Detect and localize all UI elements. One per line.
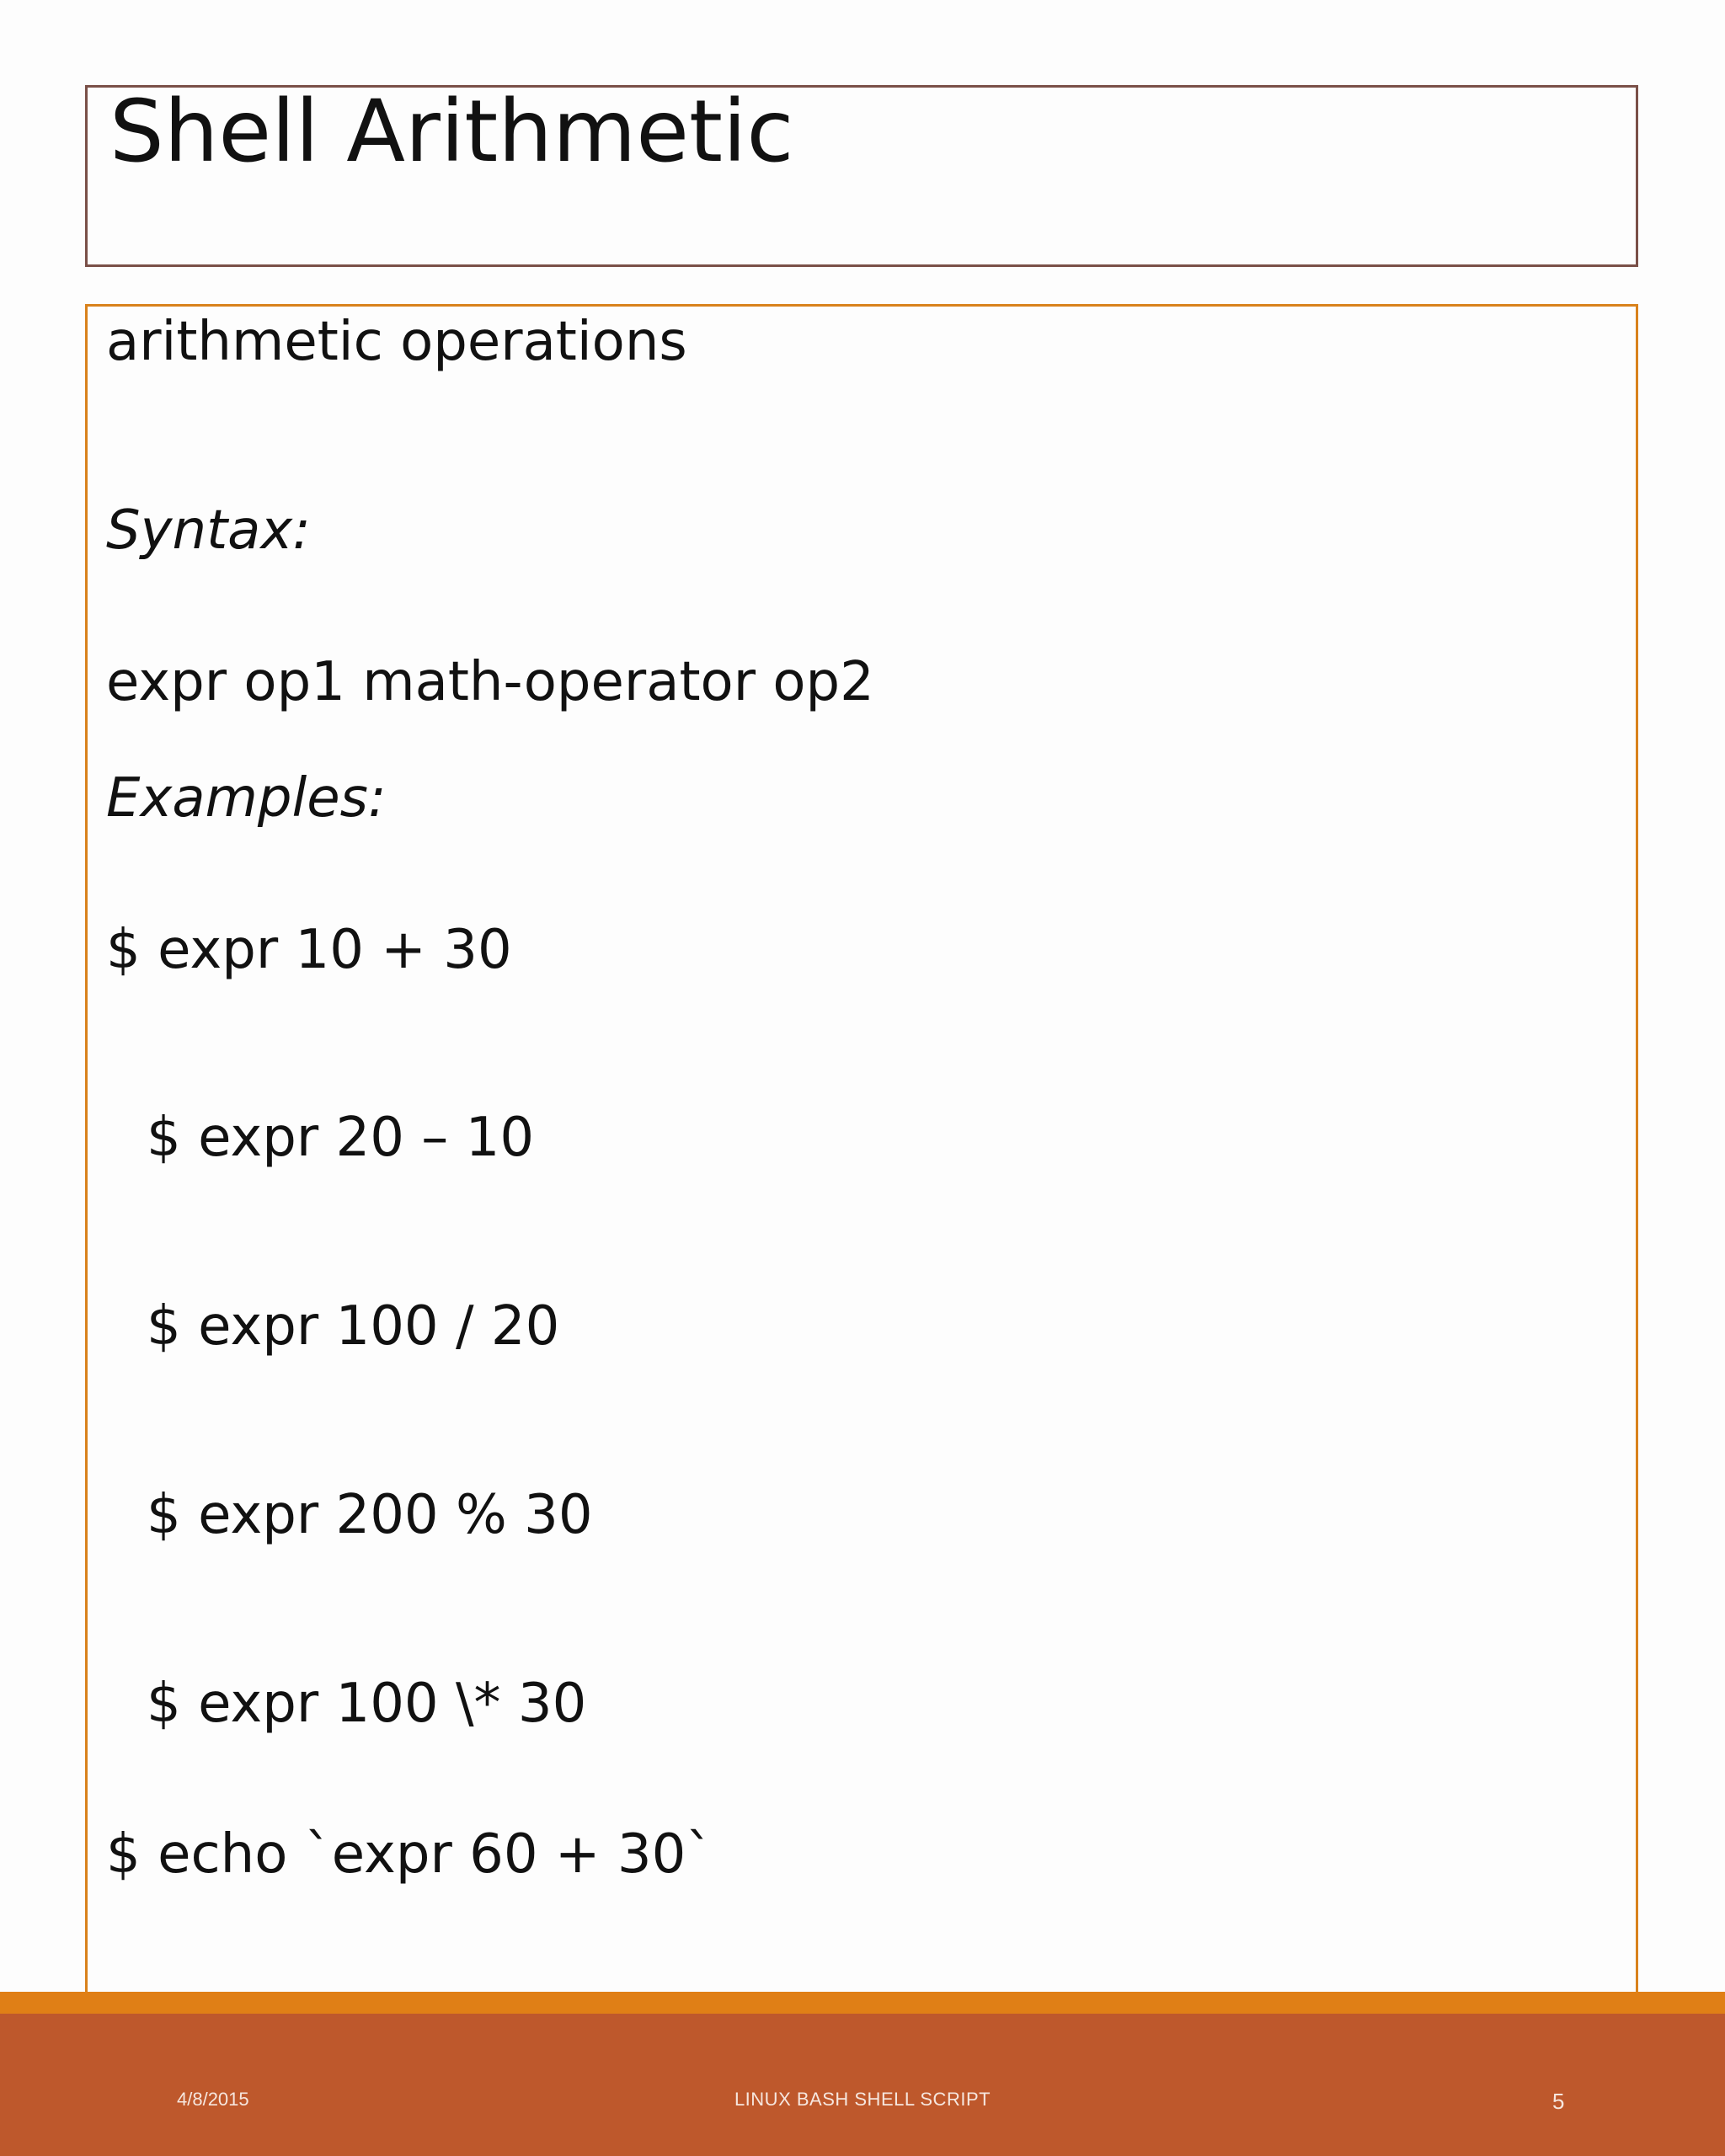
syntax-label: Syntax: [106,499,311,562]
slide-title: Shell Arithmetic [109,82,794,182]
examples-label: Examples: [106,767,387,830]
footer-title: LINUX BASH SHELL SCRIPT [734,2089,991,2110]
example-line: $ echo `expr 60 + 30` [106,1823,713,1886]
syntax-line: expr op1 math-operator op2 [106,651,874,713]
subtitle: arithmetic operations [106,311,687,373]
example-line: $ expr 20 – 10 [147,1107,535,1169]
footer-date: 4/8/2015 [177,2089,249,2110]
example-line: $ expr 10 + 30 [106,919,512,981]
content-box [85,304,1638,1997]
example-line: $ expr 100 / 20 [147,1295,560,1358]
page-number: 5 [1552,2089,1565,2114]
example-line: $ expr 200 % 30 [147,1484,593,1546]
footer-accent-stripe [0,1992,1725,2014]
example-line: $ expr 100 \* 30 [147,1673,587,1735]
footer-bar [0,2014,1725,2156]
title-box [85,82,1638,267]
